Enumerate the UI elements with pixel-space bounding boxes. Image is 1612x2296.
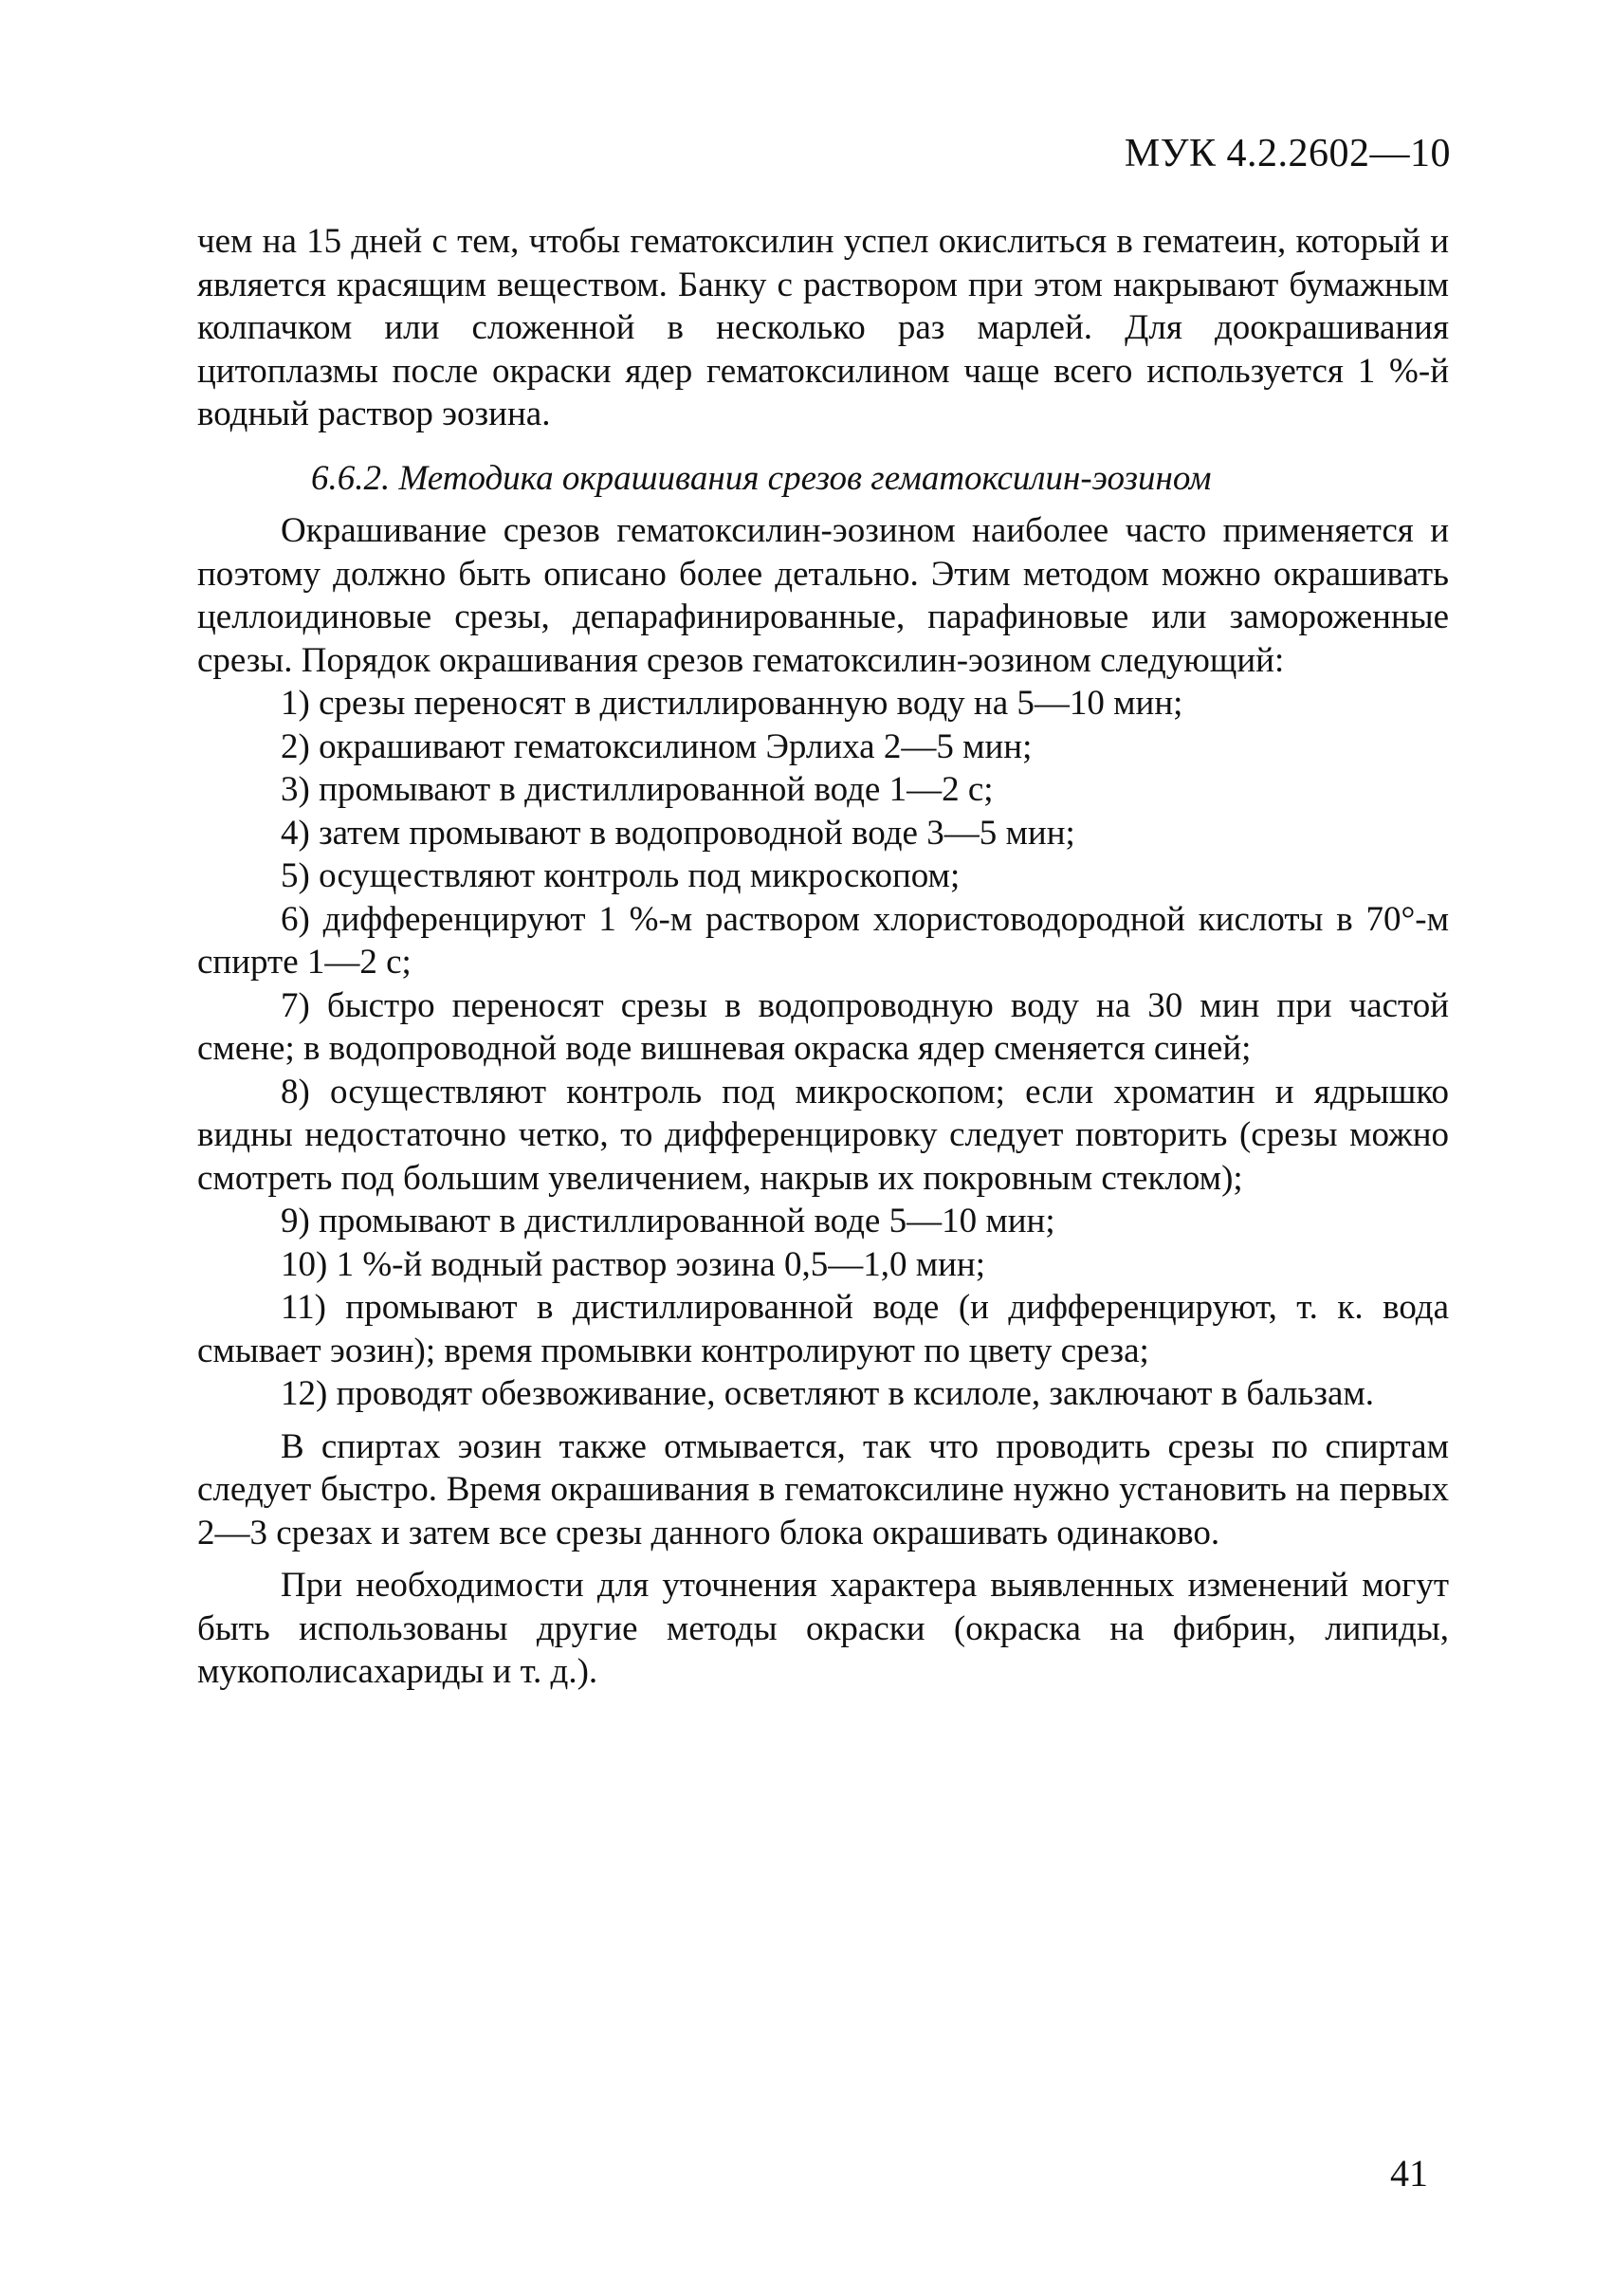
- step-item: 1) срезы переносят в дистиллированную воду на 5—10 мин;: [281, 684, 1183, 723]
- alcohol-note-paragraph: В спиртах эозин также отмывается, так что проводить срезы по спиртам следует быстро. Время окрашивания в гематоксилине нужно установить на первых 2—3 срезах и затем все срезы данного блока окрашивать одинаково.: [197, 1426, 1449, 1552]
- page-number: 41: [1390, 2152, 1428, 2195]
- step-item: 8) осуществляют контроль под микроскопом; если хроматин и ядрышко видны недостаточно четко, то дифференцировку следует повторить (срезы можно смотреть под большим увеличением, накрыв их покровным стеклом);: [197, 1072, 1449, 1198]
- step-item: 7) быстро переносят срезы в водопроводную воду на 30 мин при частой смене; в водопроводной воде вишневая окраска ядер сменяется синей;: [197, 985, 1449, 1068]
- step-item: 10) 1 %-й водный раствор эозина 0,5—1,0 мин;: [281, 1244, 985, 1284]
- step-item: 9) промывают в дистиллированной воде 5—10 мин;: [281, 1202, 1055, 1240]
- step-item: 2) окрашивают гематоксилином Эрлиха 2—5 мин;: [281, 726, 1033, 766]
- step-item: 3) промывают в дистиллированной воде 1—2 с;: [281, 770, 994, 809]
- staining-steps-list: [197, 682, 1449, 1416]
- section-heading: 6.6.2. Методика окрашивания срезов гематоксилин-эозином: [311, 458, 1212, 498]
- step-item: 12) проводят обезвоживание, осветляют в ксилоле, заключают в бальзам.: [281, 1374, 1375, 1413]
- document-body: [197, 220, 1449, 1694]
- step-item: 4) затем промывают в водопроводной воде 3—5 мин;: [281, 813, 1075, 853]
- step-item: 11) промывают в дистиллированной воде (и дифференцируют, т. к. вода смывает эозин); время промывки контролируют по цвету среза;: [197, 1288, 1449, 1370]
- method-intro-paragraph: Окрашивание срезов гематоксилин-эозином наиболее часто применяется и поэтому должно быть описано более детально. Этим методом можно окрашивать целлоидиновые срезы, депарафинированные, парафиновые или замороженные срезы. Порядок окрашивания срезов гематоксилин-эозином следующий:: [197, 511, 1449, 680]
- document-id-header: МУК 4.2.2602—10: [1124, 132, 1451, 175]
- intro-paragraph: чем на 15 дней с тем, чтобы гематоксилин успел окислиться в гематеин, который и является красящим веществом. Банку с раствором при этом накрывают бумажным колпачком или сложенной в несколько раз марлей. Для доокрашивания цитоплазмы после окраски ядер гематоксилином чаще всего используется 1 %-й водный раствор эозина.: [197, 222, 1449, 433]
- other-methods-paragraph: При необходимости для уточнения характера выявленных изменений могут быть использованы другие методы окраски (окраска на фибрин, липиды, мукополисахариды и т. д.).: [197, 1566, 1449, 1691]
- step-item: 6) дифференцируют 1 %-м раствором хлористоводородной кислоты в 70°-м спирте 1—2 с;: [197, 899, 1449, 982]
- step-item: 5) осуществляют контроль под микроскопом;: [281, 856, 961, 895]
